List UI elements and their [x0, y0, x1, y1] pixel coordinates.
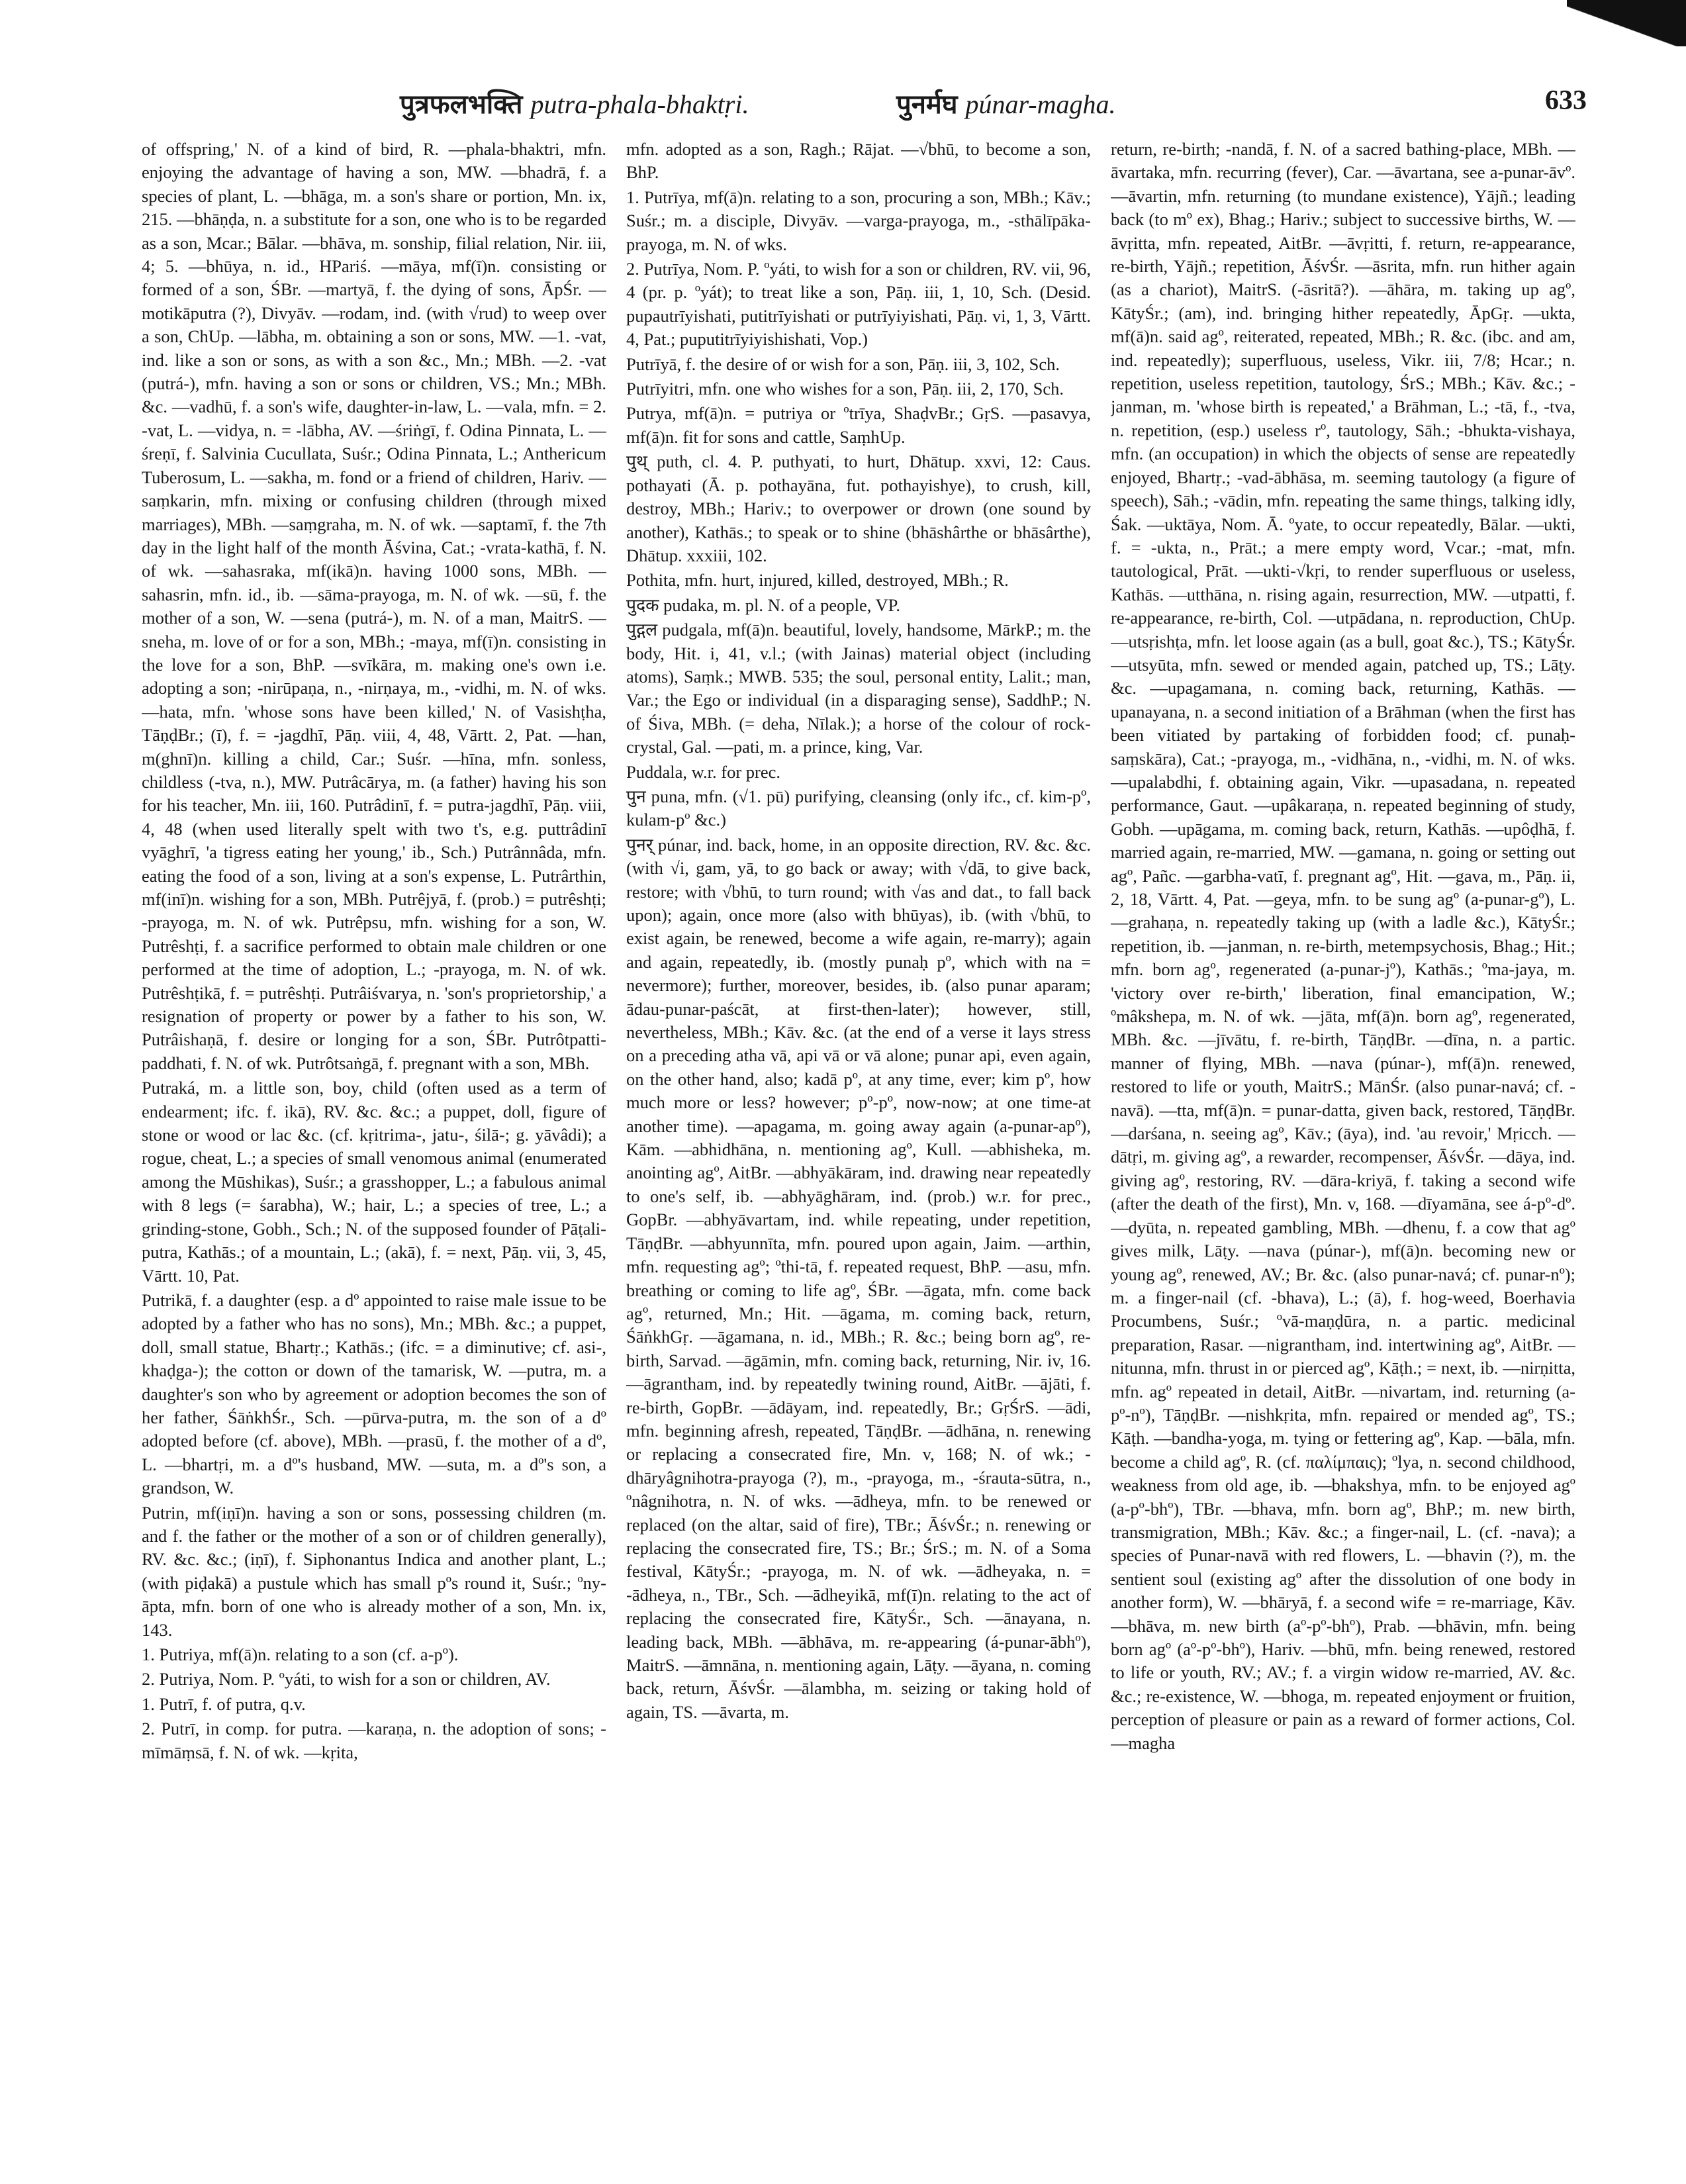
entry-paragraph: Puddala, w.r. for prec. [626, 761, 781, 782]
entry-paragraph: of offspring,' N. of a kind of bird, R. —phala-bhaktri, mfn. enjoying the advantage of having a son, MW. —bhadrā, f. a species of plant, L. —bhāga, m. a son's share or portion, Mn. ix, 215. —bhāṇḍa, n. a substitute for a son, one who is to be regarded as a son, Mcar.; Bālar. —bhāva, m. sonship, filial relation, Nir. iii, 4; 5. —bhūya, n. id., HPariś. —māya, mf(ī)n. consisting or formed of a son, ŚBr. —martyā, f. the dying of sons, ĀpŚr. —motikāputra (?), Divyāv. —rodam, ind. (with √rud) to weep over a son, ChUp. —lābha, m. obtaining a son or sons, MW. —1. -vat, ind. like a son or sons, as with a son &c., Mn.; MBh. —2. -vat (putrá-), mfn. having a son or sons or children, VS.; Mn.; MBh. &c. —vadhū, f. a son's wife, daughter-in-law, L. —vala, mfn. = 2. -vat, L. —vidya, n. = -lābha, AV. —śriṅgī, f. Odina Pinnata, L. —śreṇī, f. Salvinia Cucullata, Suśr.; Odina Pinnata, L.; Anthericum Tuberosum, L. —sakha, m. fond or a friend of children, Hariv. —saṃkarin, mfn. mixing or confusing children (through mixed marriages), MBh. —saṃgraha, m. N. of wk. —saptamī, f. the 7th day in the light half of the month Āśvina, Cat.; -vrata-kathā, f. N. of wk. —sahasraka, mf(ikā)n. having 1000 sons, MBh. —sahasrin, mfn. id., ib. —sāma-prayoga, m. N. of wk. —sū, f. the mother of a son, W. —sena (putrá-), m. N. of a man, MaitrS. —sneha, m. love of or for a son, MBh.; -maya, mf(ī)n. consisting in the love for a son, BhP. —svīkāra, m. making one's own i.e. adopting a son; -nirūpaṇa, n., -nirṇaya, m., -vidhi, m. N. of wks. —hata, mfn. 'whose sons have been killed,' N. of Vasishṭha, TāṇḍBr.; (ī), f. = -jagdhī, Pāṇ. viii, 4, 48, Vārtt. 2, Pat. —han, m(ghnī)n. killing a child, Car.; Suśr. —hīna, mfn. sonless, childless (-tva, n.), MW. Putrâcārya, m. (a father) having his son for his teacher, Mn. iii, 160. Putrâdinī, f. = putra-jagdhī, Pāṇ. viii, 4, 48 (when used literally spelt with two t's, e.g. puttrâdinī vyāghrī, 'a tigress eating her young,' ib., Sch.) Putrânnâda, mfn. eating the food of a son, living at a son's expense, L. Putrârthin, mf(inī)n. wishing for a son, MBh. Putrêjyā, f. (prob.) = putrêshṭi; -prayoga, m. N. of wk. Putrêpsu, mfn. wishing for a son, W. Putrêshṭi, f. a sacrifice performed to obtain male children or one performed at the time of adoption, L.; -prayoga, m. N. of wk. Putrêshṭikā, f. = putrêshṭi. Putrâiśvarya, n. 'son's proprietorship,' a resignation of property or power by a father to his son, W. Putrâishaṇā, f. desire or longing for a son, ŚBr. Putrôtpatti-paddhati, f. N. of wk. Putrôtsaṅgā, f. pregnant with a son, MBh. [142, 139, 606, 1073]
headword-entry: पुथ् puth, cl. 4. P. puthyati, to hurt, Dhātup. xxvi, 12: Caus. pothayati (Ā. p. pothayāna, fut. pothayishye), to crush, kill, destroy, MBh.; Hariv.; to overpower or drown (one sound by another), Kathās.; to speak or to shine (bhāshârthe or bhāsârthe), Dhātup. xxxiii, 102. [626, 451, 1091, 565]
entry-paragraph: 1. Putrīya, mf(ā)n. relating to a son, procuring a son, MBh.; Kāv.; Suśr.; m. a disciple, Divyāv. —varga-prayoga, m., -sthālīpāka-prayoga, m. N. of wks. [626, 187, 1091, 254]
entry-paragraph: 1. Putriya, mf(ā)n. relating to a son (cf. a-pº). [142, 1644, 459, 1664]
entry-paragraph: mfn. adopted as a son, Ragh.; Rājat. —√bhū, to become a son, BhP. [626, 139, 1091, 183]
page-number: 633 [1545, 85, 1587, 116]
column-1 [142, 136, 606, 2162]
headword-entry: पुदक pudaka, m. pl. N. of a people, VP. [626, 594, 901, 615]
running-head-left-devanagari: पुत्रफलभक्ति [400, 89, 523, 119]
headword-entry: पुद्गल pudgala, mf(ā)n. beautiful, lovely, handsome, MārkP.; m. the body, Hit. i, 41, v.l.; (with Jainas) material object (including atoms), Saṃk.; MWB. 535; the soul, personal entity, Lalit.; man, Var.; the Ego or individual (in a disparaging sense), SaddhP.; N. of Śiva, MBh. (= deha, Nīlak.); a horse of the colour of rock-crystal, Gal. —pati, m. a prince, king, Var. [626, 620, 1091, 757]
running-head-right-roman: púnar-magha. [965, 89, 1116, 119]
column-3 [1111, 136, 1575, 2162]
page-header [142, 85, 1587, 138]
scan-edge-mark [1567, 0, 1686, 46]
entry-paragraph: Putrin, mf(iṇī)n. having a son or sons, possessing children (m. and f. the father or the mother of a son or of children generally), RV. &c. &c.; (iṇī), f. Siphonantus Indica and another plant, L.; (with piḍakā) a pustule which has small pºs round it, Suśr.; ºny-āpta, mfn. born of one who is already mother of a son, Mn. ix, 143. [142, 1502, 606, 1640]
headword-entry: पुन puna, mfn. (√1. pū) purifying, cleansing (only ifc., cf. kim-pº, kulam-pº &c.) [626, 786, 1091, 830]
running-head-left [400, 85, 749, 121]
entry-paragraph: return, re-birth; -nandā, f. N. of a sacred bathing-place, MBh. —āvartaka, mfn. recurring (fever), Car. —āvartana, see a-punar-āvº. —āvartin, mfn. returning (to mundane existence), Yājñ.; leading back (to mº ex), Bhag.; Hariv.; subject to successive births, W. —āvṛitta, mfn. repeated, AitBr. —āvṛitti, f. return, re-appearance, re-birth, Yājñ.; repetition, ĀśvŚr. —āsrita, mfn. run hither again (as a chariot), MaitrS. (-āsritā?). —āhāra, m. taking up agº, KātyŚr.; (am), ind. bringing hither repeatedly, ĀpGṛ. —ukta, mf(ā)n. said agº, reiterated, repeated, MBh.; R. &c. (ibc. and am, ind. repeatedly); superfluous, useless, Vikr. iii, 7/8; Hcar.; n. repetition, useless repetition, tautology, ŚrS.; MBh.; Kāv. &c.; -janman, m. 'whose birth is repeated,' a Brāhman, L.; -tā, f., -tva, n. repetition, (esp.) useless rº, tautology, Sāh.; -bhukta-vishaya, mfn. (an occupation) in which the objects of sense are repeatedly enjoyed, Bhartṛ.; -vad-ābhāsa, m. seeming tautology (a figure of speech), Sāh.; -vādin, mfn. repeating the same things, talking idly, Śak. —uktāya, Nom. Ā. ºyate, to occur repeatedly, Bālar. —ukti, f. = -ukta, n., Prāt.; a mere empty word, Vcar.; -mat, mfn. tautological, Prāt. —ukti-√kṛi, to render superfluous or useless, Kathās. —utthāna, n. rising again, resurrection, MW. —utpatti, f. re-appearance, re-birth, Col. —utpādana, n. reproduction, ChUp. —utsṛishṭa, mfn. let loose again (as a bull, goat &c.), TS.; KātyŚr. —utsyūta, mfn. sewed or mended again, patched up, TS.; Lāṭy. &c. —upagamana, n. coming back, returning, Kathās. —upanayana, n. a second initiation of a Brāhman (when the first has been vitiated by partaking of forbidden food; cf. punaḥ-saṃskāra), Cat.; -prayoga, m., -vidhāna, n., -vidhi, m. N. of wks. —upalabdhi, f. obtaining again, Vikr. —upasadana, n. repeated performance, Gaut. —upâkaraṇa, n. repeated beginning of study, Gobh. —upāgama, m. coming back, return, Kathās. —upôḍhā, f. married again, re-married, MW. —gamana, n. going or setting out agº, Pañc. —garbha-vatī, f. pregnant agº, Hit. —gava, m., Pāṇ. ii, 2, 18, Vārtt. 4, Pat. —geya, mfn. to be sung agº (a-punar-gº), L. —grahaṇa, n. repeatedly taking up (with a ladle &c.), KātyŚr.; repetition, ib. —janman, n. re-birth, metempsychosis, Bhag.; Hit.; mfn. born agº, regenerated (a-punar-jº), Kathās.; ºma-jaya, m. 'victory over re-birth,' liberation, final emancipation, W.; ºmâkshepa, m. N. of wk. —jāta, mf(ā)n. born agº, regenerated, MBh. &c. —jīvātu, f. re-birth, TāṇḍBr. —dīna, n. a partic. manner of flying, MBh. —nava (púnar-), mf(ā)n. renewed, restored to life or youth, MaitrS.; MānŚr. (also punar-navá; cf. -navā). —tta, mf(ā)n. = punar-datta, given back, restored, TāṇḍBr. —darśana, n. seeing agº, Kāv.; (āya), ind. 'au revoir,' Mṛicch. —dātṛi, m. giving agº, a rewarder, recompenser, ĀśvŚr. —dāya, ind. giving agº, restoring, RV. —dāra-kriyā, f. taking a second wife (after the death of the first), Mn. v, 168. —dīyamāna, see á-pº-dº. —dyūta, n. repeated gambling, MBh. —dhenu, f. a cow that agº gives milk, Lāṭy. —nava (púnar-), mf(ā)n. becoming new or young agº, renewed, AV.; Br. &c. (also punar-navá; cf. punar-nº); m. a finger-nail (cf. -bhava), L.; (ā), f. hog-weed, Boerhavia Procumbens, Suśr.; ºvā-maṇḍūra, n. a partic. medicinal preparation, Rasar. —nigrantham, ind. intertwining agº, AitBr. —nitunna, mfn. thrust in or pierced agº, Kāṭh.; = next, ib. —nirṇitta, mfn. agº repeated in detail, AitBr. —nivartam, ind. returning (a-pº-nº), TāṇḍBr. —nishkṛita, mfn. repaired or mended agº, TS.; Kāṭh. —bandha-yoga, m. tying or fettering agº, Kap. —bāla, mfn. become a child agº, R. (cf. παλίμπαις); ºlya, n. second childhood, weakness from old age, ib. —bhakshya, mfn. to be enjoyed agº (a-pº-bhº), TBr. —bhava, mfn. born agº, BhP.; m. new birth, transmigration, MBh.; Kāv. &c.; a finger-nail, L. (cf. -nava); a species of Punar-navā with red flowers, L. —bhavin (?), m. the sentient soul (existing agº after the dissolution of one body in another form), W. —bhāryā, f. a second wife = re-marriage, Kāv. —bhāva, m. new birth (aº-pº-bhº), Prab. —bhāvin, mfn. being born agº (aº-pº-bhº), Hariv. —bhū, mfn. being renewed, restored to life or youth, RV.; AV.; f. a virgin widow re-married, AV. &c. &c.; re-existence, W. —bhoga, m. repeated enjoyment or fruition, perception of pleasure or pain as a reward of former actions, Col. —magha [1111, 139, 1575, 1753]
entry-paragraph: Putraká, m. a little son, boy, child (often used as a term of endearment; ifc. f. ikā), RV. &c. &c.; a puppet, doll, figure of stone or wood or lac &c. (cf. kṛitrima-, jatu-, śilā-; g. yāvâdi); a rogue, cheat, L.; a species of small venomous animal (enumerated among the Mūshikas), Suśr.; a grasshopper, L.; a fabulous animal with 8 legs (= śarabha), W.; hair, L.; a species of tree, L.; a grinding-stone, Gobh., Sch.; N. of the supposed founder of Pāṭali-putra, Kathās.; of a mountain, L.; (akā), f. = next, Pāṇ. vii, 3, 45, Vārtt. 10, Pat. [142, 1078, 606, 1286]
entry-paragraph: Putrīyā, f. the desire of or wish for a son, Pāṇ. iii, 3, 102, Sch. [626, 354, 1060, 374]
entry-paragraph: 1. Putrī, f. of putra, q.v. [142, 1693, 306, 1714]
column-2 [626, 136, 1091, 2162]
running-head-right-devanagari: पुनर्मघ [896, 89, 958, 119]
entry-paragraph: Putrikā, f. a daughter (esp. a dº appointed to raise male issue to be adopted by a father who has no sons), Mn.; MBh. &c.; a puppet, doll, small statue, Bhartṛ.; Kathās.; (ifc. = a diminutive; cf. asi-, khaḍga-); the cotton or down of the tamarisk, W. —putra, m. a daughter's son who by agreement or adoption becomes the son of her father, ŚāṅkhŚr., Sch. —pūrva-putra, m. the son of a dº adopted before (cf. above), MBh. —prasū, f. the mother of a dº, L. —bhartṛi, m. a dº's husband, MW. —suta, m. a dº's son, a grandson, W. [142, 1290, 606, 1498]
running-head-right [896, 85, 1115, 121]
entry-paragraph: 2. Putrīya, Nom. P. ºyáti, to wish for a son or children, RV. vii, 96, 4 (pr. p. ºyát); to treat like a son, Pāṇ. iii, 1, 10, Sch. (Desid. pupautrīyishati, putitrīyishati or putrīyiyishati, Pāṇ. vi, 1, 3, Vārtt. 4, Pat.; puputitrīyiyishishati, Vop.) [626, 259, 1091, 350]
entry-paragraph: 2. Putriya, Nom. P. ºyáti, to wish for a son or children, AV. [142, 1669, 551, 1689]
dictionary-columns [142, 136, 1575, 2162]
headword-entry: पुनर् púnar, ind. back, home, in an opposite direction, RV. &c. &c. (with √i, gam, yā, to go back or away; with √dā, to give back, restore; with √bhū, to turn round; with √as and dat., to fall back upon); again, once more (also with bhūyas), ib. (with √bhū, to exist again, be renewed, become a wife again, re-marry); again and again, repeatedly, ib. (mostly punaḥ pº, which with na = nevermore); further, moreover, besides, ib. (also punar aparam; ādau-punar-paścāt, at first-then-later); however, still, nevertheless, MBh.; Kāv. &c. (at the end of a verse it lays stress on a preceding atha vā, api vā or vā alone; punar api, even again, on the other hand, also; kadā pº, at any time, ever; kim pº, how much more or less? however; pº-pº, now-now; at one time-at another time). —apagama, m. going away again (a-punar-apº), Kām. —abhidhāna, n. mentioning agº, Kull. —abhisheka, m. anointing agº, AitBr. —abhyākāram, ind. drawing near repeatedly to one's self, ib. —abhyāghāram, ind. (prob.) w.r. for prec., GopBr. —abhyāvartam, ind. while repeating, under repetition, TāṇḍBr. —abhyunnīta, mfn. poured upon again, Jaim. —arthin, mfn. requesting agº; ºthi-tā, f. repeated request, BhP. —asu, mfn. breathing or coming to life agº, ŚBr. —āgata, mfn. come back agº, returned, Mn.; Hit. —āgama, m. coming back, return, ŚāṅkhGṛ. —āgamana, n. id., MBh.; R. &c.; being born agº, re-birth, Sarvad. —āgāmin, mfn. coming back, returning, Nir. iv, 16. —āgrantham, ind. by repeatedly twining round, AitBr. —ājāti, f. re-birth, GopBr. —ādāyam, ind. repeatedly, Br.; GṛŚrS. —ādi, mfn. beginning afresh, repeated, TāṇḍBr. —ādhāna, n. renewing or replacing a consecrated fire, Mn. v, 168; N. of wk.; -dhāryâgnihotra-prayoga (?), m., -prayoga, m., -śrauta-sūtra, n., ºnâgnihotra, n. N. of wks. —ādheya, mfn. to be renewed or replaced (on the altar, said of fire), TBr.; ĀśvŚr.; n. renewing or replacing the consecrated fire, TS.; Br.; ŚrS.; m. N. of a Soma festival, KātyŚr.; -prayoga, m. N. of wk. —ādheyaka, n. = -ādheya, n., TBr., Sch. —ādheyikā, mf(ī)n. relating to the act of replacing the consecrated fire, KātyŚr., Sch. —ānayana, n. leading back, MBh. —ābhāva, m. re-appearing (á-punar-ābhº), MaitrS. —āmnāna, n. mentioning again, Lāṭy. —āyana, n. coming back, return, ĀśvŚr. —ālambha, m. seizing or taking hold of again, TS. —āvarta, m. [626, 834, 1091, 1722]
entry-paragraph: Putrīyitri, mfn. one who wishes for a son, Pāṇ. iii, 2, 170, Sch. [626, 379, 1064, 399]
entry-paragraph: Pothita, mfn. hurt, injured, killed, destroyed, MBh.; R. [626, 570, 1009, 591]
entry-paragraph: Putrya, mf(ā)n. = putriya or ºtrīya, ShaḍvBr.; GṛS. —pasavya, mf(ā)n. fit for sons and cattle, SaṃhUp. [626, 403, 1091, 447]
running-head-left-roman: putra-phala-bhaktṛi. [530, 89, 749, 119]
entry-paragraph: 2. Putrī, in comp. for putra. —karaṇa, n. the adoption of sons; -mīmāṃsā, f. N. of wk. —kṛita, [142, 1719, 606, 1762]
